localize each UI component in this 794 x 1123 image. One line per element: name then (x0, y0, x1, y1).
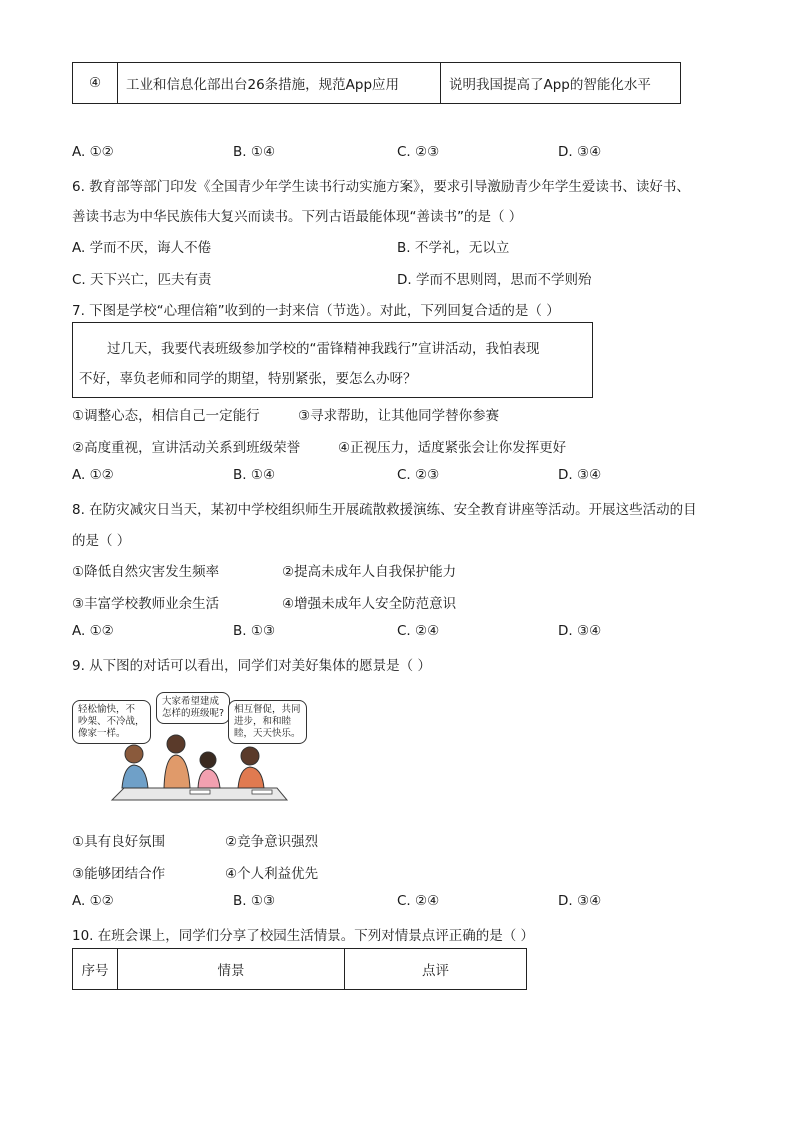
students-drawing (72, 688, 322, 812)
option-b[interactable]: B. 不学礼，无以立 (397, 240, 510, 256)
option-d[interactable]: D. ③④ (558, 623, 602, 639)
letter-line: 不好，辜负老师和同学的期望，特别紧张，要怎么办呀？ (79, 371, 417, 387)
option-d[interactable]: D. 学而不思则罔，思而不学则殆 (397, 272, 592, 288)
statement-2: ②竞争意识强烈 (225, 834, 319, 850)
option-a[interactable]: A. ①② (72, 467, 114, 483)
statement-1: ①具有良好氛围 (72, 834, 166, 850)
table-row (73, 63, 681, 104)
option-b[interactable]: B. ①③ (233, 623, 276, 639)
option-d[interactable]: D. ③④ (558, 144, 602, 160)
option-a[interactable]: A. ①② (72, 144, 114, 160)
option-b[interactable]: B. ①④ (233, 467, 276, 483)
option-c[interactable]: C. ②③ (397, 144, 440, 160)
option-b[interactable]: B. ①③ (233, 893, 276, 909)
option-c[interactable]: C. ②④ (397, 623, 440, 639)
option-a[interactable]: A. 学而不厌，诲人不倦 (72, 240, 212, 256)
question-stem: 6. 教育部等部门印发《全国青少年学生读书行动实施方案》，要求引导激励青少年学生爱读书、读好书、 (72, 179, 690, 195)
question-stem-cont: 的是（ ） (72, 533, 131, 549)
statement-3: ③丰富学校教师业余生活 (72, 596, 220, 612)
question-stem-cont: 善读书志为中华民族伟大复兴而读书。下列古语最能体现“善读书”的是（ ） (72, 209, 523, 225)
measure-cell: 工业和信息化部出台26条措施，规范App应用 (118, 63, 441, 104)
classroom-dialogue-illustration (72, 688, 322, 812)
row-number: ④ (73, 63, 118, 104)
statement-3: ③寻求帮助，让其他同学替你参赛 (298, 408, 500, 424)
scenario-table (72, 948, 527, 990)
comment-cell: 说明我国提高了App的智能化水平 (441, 63, 681, 104)
option-c[interactable]: C. ②④ (397, 893, 440, 909)
speech-bubble-right: 相互督促，共同 进步，和和睦 睦，天天快乐。 (228, 700, 307, 744)
header-number: 序号 (73, 949, 118, 990)
option-d[interactable]: D. ③④ (558, 467, 602, 483)
option-c[interactable]: C. 天下兴亡，匹夫有责 (72, 272, 212, 288)
question-stem: 8. 在防灾减灾日当天，某初中学校组织师生开展疏散救援演练、安全教育讲座等活动。开展这些活动的目 (72, 502, 697, 518)
speech-bubble-middle: 大家希望建成 怎样的班级呢? (156, 692, 230, 724)
option-a[interactable]: A. ①② (72, 623, 114, 639)
header-scenario: 情景 (118, 949, 345, 990)
statement-3: ③能够团结合作 (72, 866, 166, 882)
question-stem: 7. 下图是学校“心理信箱”收到的一封来信（节选）。对此，下列回复合适的是（ ） (72, 303, 560, 319)
statement-2: ②高度重视，宣讲活动关系到班级荣誉 (72, 440, 301, 456)
top-table (72, 62, 681, 104)
option-c[interactable]: C. ②③ (397, 467, 440, 483)
speech-bubble-left: 轻松愉快，不 吵架、不冷战， 像家一样。 (72, 700, 151, 744)
statement-4: ④正视压力，适度紧张会让你发挥更好 (338, 440, 567, 456)
statement-4: ④个人利益优先 (225, 866, 319, 882)
question-stem: 9. 从下图的对话可以看出，同学们对美好集体的愿景是（ ） (72, 658, 431, 674)
question-stem: 10. 在班会课上，同学们分享了校园生活情景。下列对情景点评正确的是（ ） (72, 928, 535, 944)
option-a[interactable]: A. ①② (72, 893, 114, 909)
letter-line: 过几天，我要代表班级参加学校的“雷锋精神我践行”宣讲活动，我怕表现 (107, 341, 540, 357)
statement-1: ①降低自然灾害发生频率 (72, 564, 220, 580)
table-header-row (73, 949, 527, 990)
header-comment: 点评 (345, 949, 527, 990)
statement-4: ④增强未成年人安全防范意识 (282, 596, 457, 612)
statement-2: ②提高未成年人自我保护能力 (282, 564, 457, 580)
option-d[interactable]: D. ③④ (558, 893, 602, 909)
statement-1: ①调整心态，相信自己一定能行 (72, 408, 260, 424)
letter-box (72, 322, 593, 398)
option-b[interactable]: B. ①④ (233, 144, 276, 160)
